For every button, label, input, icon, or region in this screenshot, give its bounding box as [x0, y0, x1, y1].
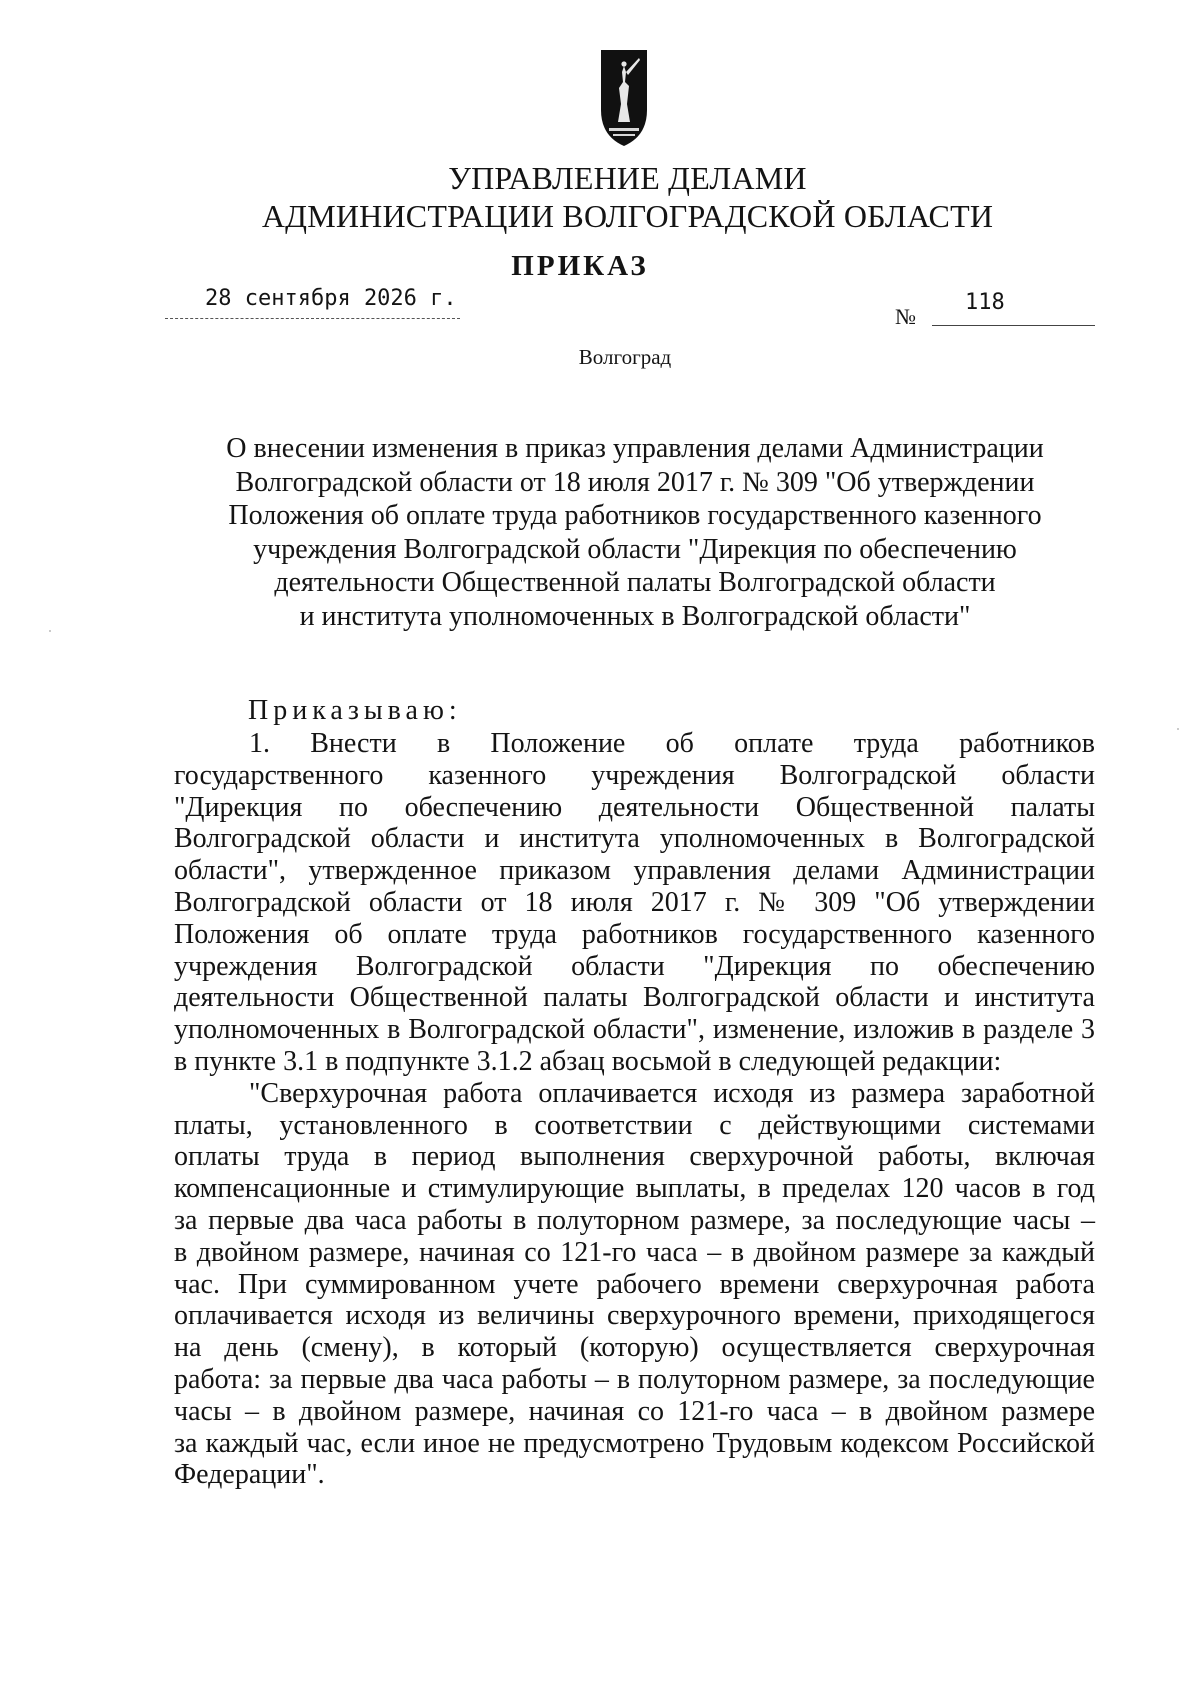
body-line: учреждения Волгоградской области "Дирекция по обеспечению [174, 950, 1095, 982]
order-word: Приказываю: [248, 695, 462, 726]
body-line: за каждый час, если иное не предусмотрено Трудовым кодексом Российской [174, 1427, 1095, 1459]
document-date: 28 сентября 2026 г. [205, 286, 457, 311]
body-line: оплаты труда в период выполнения сверхурочной работы, включая [174, 1141, 1095, 1173]
body-line: Федерации". [174, 1459, 325, 1491]
body-line: час. При суммированном учете рабочего времени сверхурочная работа [174, 1268, 1095, 1300]
subject-line: Волгоградской области от 18 июля 2017 г. № 309 "Об утверждении [235, 466, 1035, 498]
date-underline [165, 318, 460, 319]
number-underline [932, 325, 1095, 326]
subject-line: деятельности Общественной палаты Волгоградской области [274, 567, 996, 598]
body-line: работа: за первые два часа работы – в полуторном размере, за последующие [174, 1363, 1095, 1395]
body-line: государственного казенного учреждения Волгоградской области [174, 759, 1095, 791]
body-line: часы – в двойном размере, начиная со 121-го часа – в двойном размере [174, 1395, 1095, 1427]
document-city: Волгоград [578, 345, 672, 369]
organization-name-line-1: УПРАВЛЕНИЕ ДЕЛАМИ [448, 160, 807, 196]
body-line: на день (смену), в который (которую) осуществляется сверхурочная [174, 1332, 1095, 1364]
body-line: оплачивается исходя из величины сверхурочного времени, приходящегося [174, 1300, 1095, 1332]
subject-line: Положения об оплате труда работников государственного казенного [228, 500, 1042, 531]
body-line: области", утвержденное приказом управления делами Администрации [174, 855, 1095, 887]
body-line: Положения об оплате труда работников государственного казенного [174, 918, 1095, 950]
document-type-title: ПРИКАЗ [511, 250, 649, 282]
document-body [174, 728, 1095, 1491]
body-line: "Дирекция по обеспечению деятельности Общественной палаты [174, 791, 1095, 823]
scan-speck [1177, 728, 1179, 730]
volgograd-coat-of-arms-icon [599, 48, 649, 148]
body-line: уполномоченных в Волгоградской области", изменение, изложив в разделе 3 [174, 1014, 1095, 1046]
body-line: компенсационные и стимулирующие выплаты, в пределах 120 часов в год [174, 1173, 1095, 1205]
document-subject [185, 432, 1085, 633]
document-number: 118 [965, 290, 1005, 315]
body-line: 1. Внести в Положение об оплате труда работников [249, 728, 1095, 759]
organization-name-line-2: АДМИНИСТРАЦИИ ВОЛГОГРАДСКОЙ ОБЛАСТИ [261, 198, 994, 234]
body-line: деятельности Общественной палаты Волгоградской области и института [174, 982, 1095, 1014]
subject-line: О внесении изменения в приказ управления делами Администрации [226, 433, 1044, 464]
body-line: Волгоградской области и института уполномоченных в Волгоградской [174, 823, 1095, 855]
body-line: в двойном размере, начиная со 121-го часа – в двойном размере за каждый [174, 1236, 1095, 1268]
body-line: платы, установленного в соответствии с действующими системами [174, 1109, 1095, 1141]
body-line: в пункте 3.1 в подпункте 3.1.2 абзац восьмой в следующей редакции: [174, 1045, 1002, 1077]
number-sign: № [895, 304, 916, 329]
body-line: "Сверхурочная работа оплачивается исходя из размера заработной [249, 1077, 1095, 1109]
body-line: за первые два часа работы в полуторном размере, за последующие часы – [174, 1204, 1095, 1236]
body-line: Волгоградской области от 18 июля 2017 г. № 309 "Об утверждении [174, 886, 1095, 918]
subject-line: и института уполномоченных в Волгоградской области" [299, 600, 971, 632]
scan-speck [49, 630, 51, 632]
subject-line: учреждения Волгоградской области "Дирекция по обеспечению [253, 533, 1017, 565]
